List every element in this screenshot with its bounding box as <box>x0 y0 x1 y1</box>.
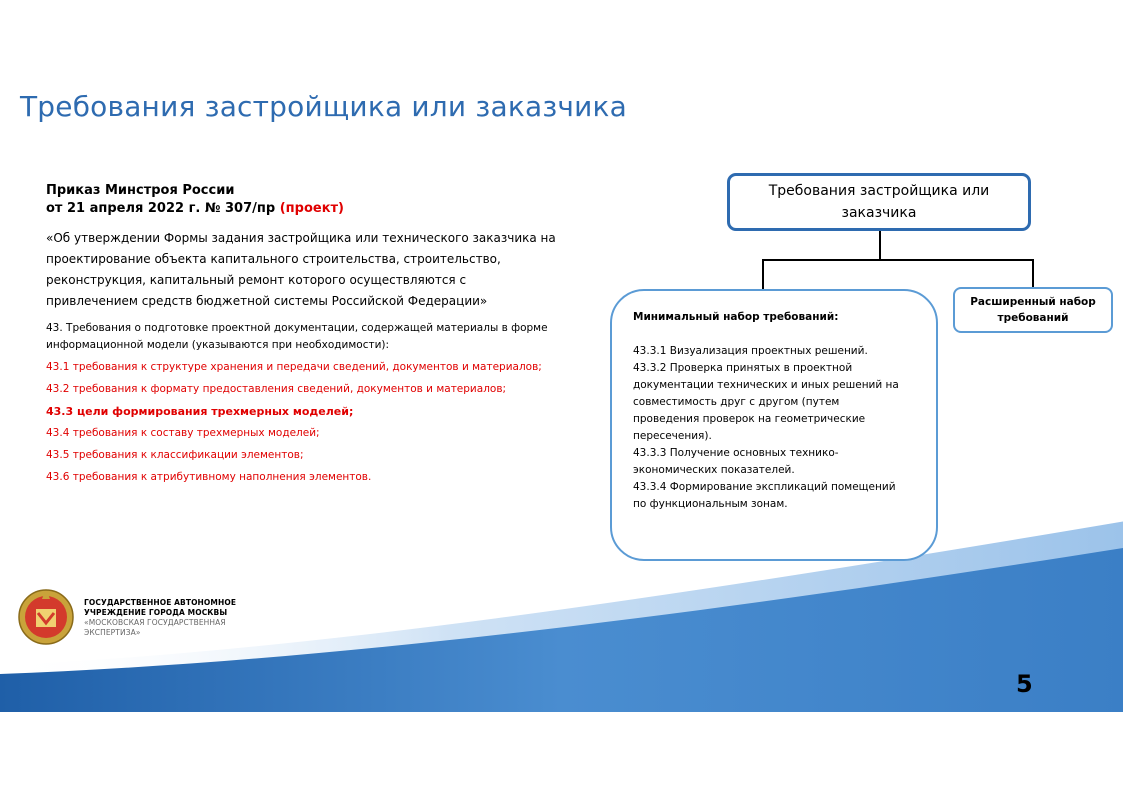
minimal-requirement-item: пересечения). <box>633 430 712 442</box>
connector-left <box>762 259 764 291</box>
minimal-requirement-item: 43.3.4 Формирование экспликаций помещений по функциональным зонам. <box>633 481 896 510</box>
emblem-logo <box>16 583 76 647</box>
requirement-item: 43.2 требования к формату предоставления сведений, документов и материалов; <box>46 383 507 395</box>
extended-requirements-box: Расширенный набор требований <box>953 287 1113 333</box>
order-title: Приказ Минстроя России <box>46 183 235 198</box>
org-line: ЭКСПЕРТИЗА» <box>84 628 141 637</box>
order-quote: «Об утверждении Формы задания застройщика или технического заказчика на проектирование объекта капитального строительства, строительство, реконструкция, капитальный ремонт которого осуществляются с привлечением средств бюджетной системы Российской Федерации» <box>46 231 556 308</box>
org-line: ГОСУДАРСТВЕННОЕ АВТОНОМНОЕ <box>84 598 237 607</box>
minimal-requirement-item: 43.3.1 Визуализация проектных решений. <box>633 345 868 357</box>
minimal-requirement-item: 43.3.2 Проверка принятых в проектной документации технических и иных решений на совместимость друг с другом (путем проведения проверок на геометрические <box>633 362 899 425</box>
requirement-item: 43.6 требования к атрибутивному наполнения элементов. <box>46 471 372 483</box>
page-number: 5 <box>1016 670 1033 698</box>
order-date-text: от 21 апреля 2022 г. № 307/пр <box>46 201 276 216</box>
item-43: 43. Требования о подготовке проектной документации, содержащей материалы в форме информационной модели (указываются при необходимости): <box>46 322 548 351</box>
page-title: Требования застройщика или заказчика <box>20 90 628 123</box>
requirement-item: 43.3 цели формирования трехмерных моделей; <box>46 405 354 418</box>
org-line: «МОСКОВСКАЯ ГОСУДАРСТВЕННАЯ <box>84 618 226 627</box>
connector-right <box>1032 259 1034 289</box>
minimal-requirements-box <box>610 289 938 561</box>
requirement-item: 43.5 требования к классификации элементов; <box>46 449 304 461</box>
order-text-block <box>46 182 556 486</box>
organization-name <box>84 598 236 638</box>
order-date <box>46 200 556 218</box>
connector-vertical <box>879 231 881 260</box>
minimal-requirements-heading: Минимальный набор требований: <box>633 311 839 323</box>
draft-label: (проект) <box>279 201 344 216</box>
diagram-top-box: Требования застройщика или заказчика <box>727 173 1031 231</box>
minimal-requirement-item: 43.3.3 Получение основных технико-экономических показателей. <box>633 447 839 476</box>
requirement-item: 43.4 требования к составу трехмерных моделей; <box>46 427 320 439</box>
minimal-requirements-list <box>633 343 903 513</box>
requirement-item: 43.1 требования к структуре хранения и передачи сведений, документов и материалов; <box>46 361 542 373</box>
org-line: УЧРЕЖДЕНИЕ ГОРОДА МОСКВЫ <box>84 608 228 617</box>
connector-horizontal <box>762 259 1034 261</box>
